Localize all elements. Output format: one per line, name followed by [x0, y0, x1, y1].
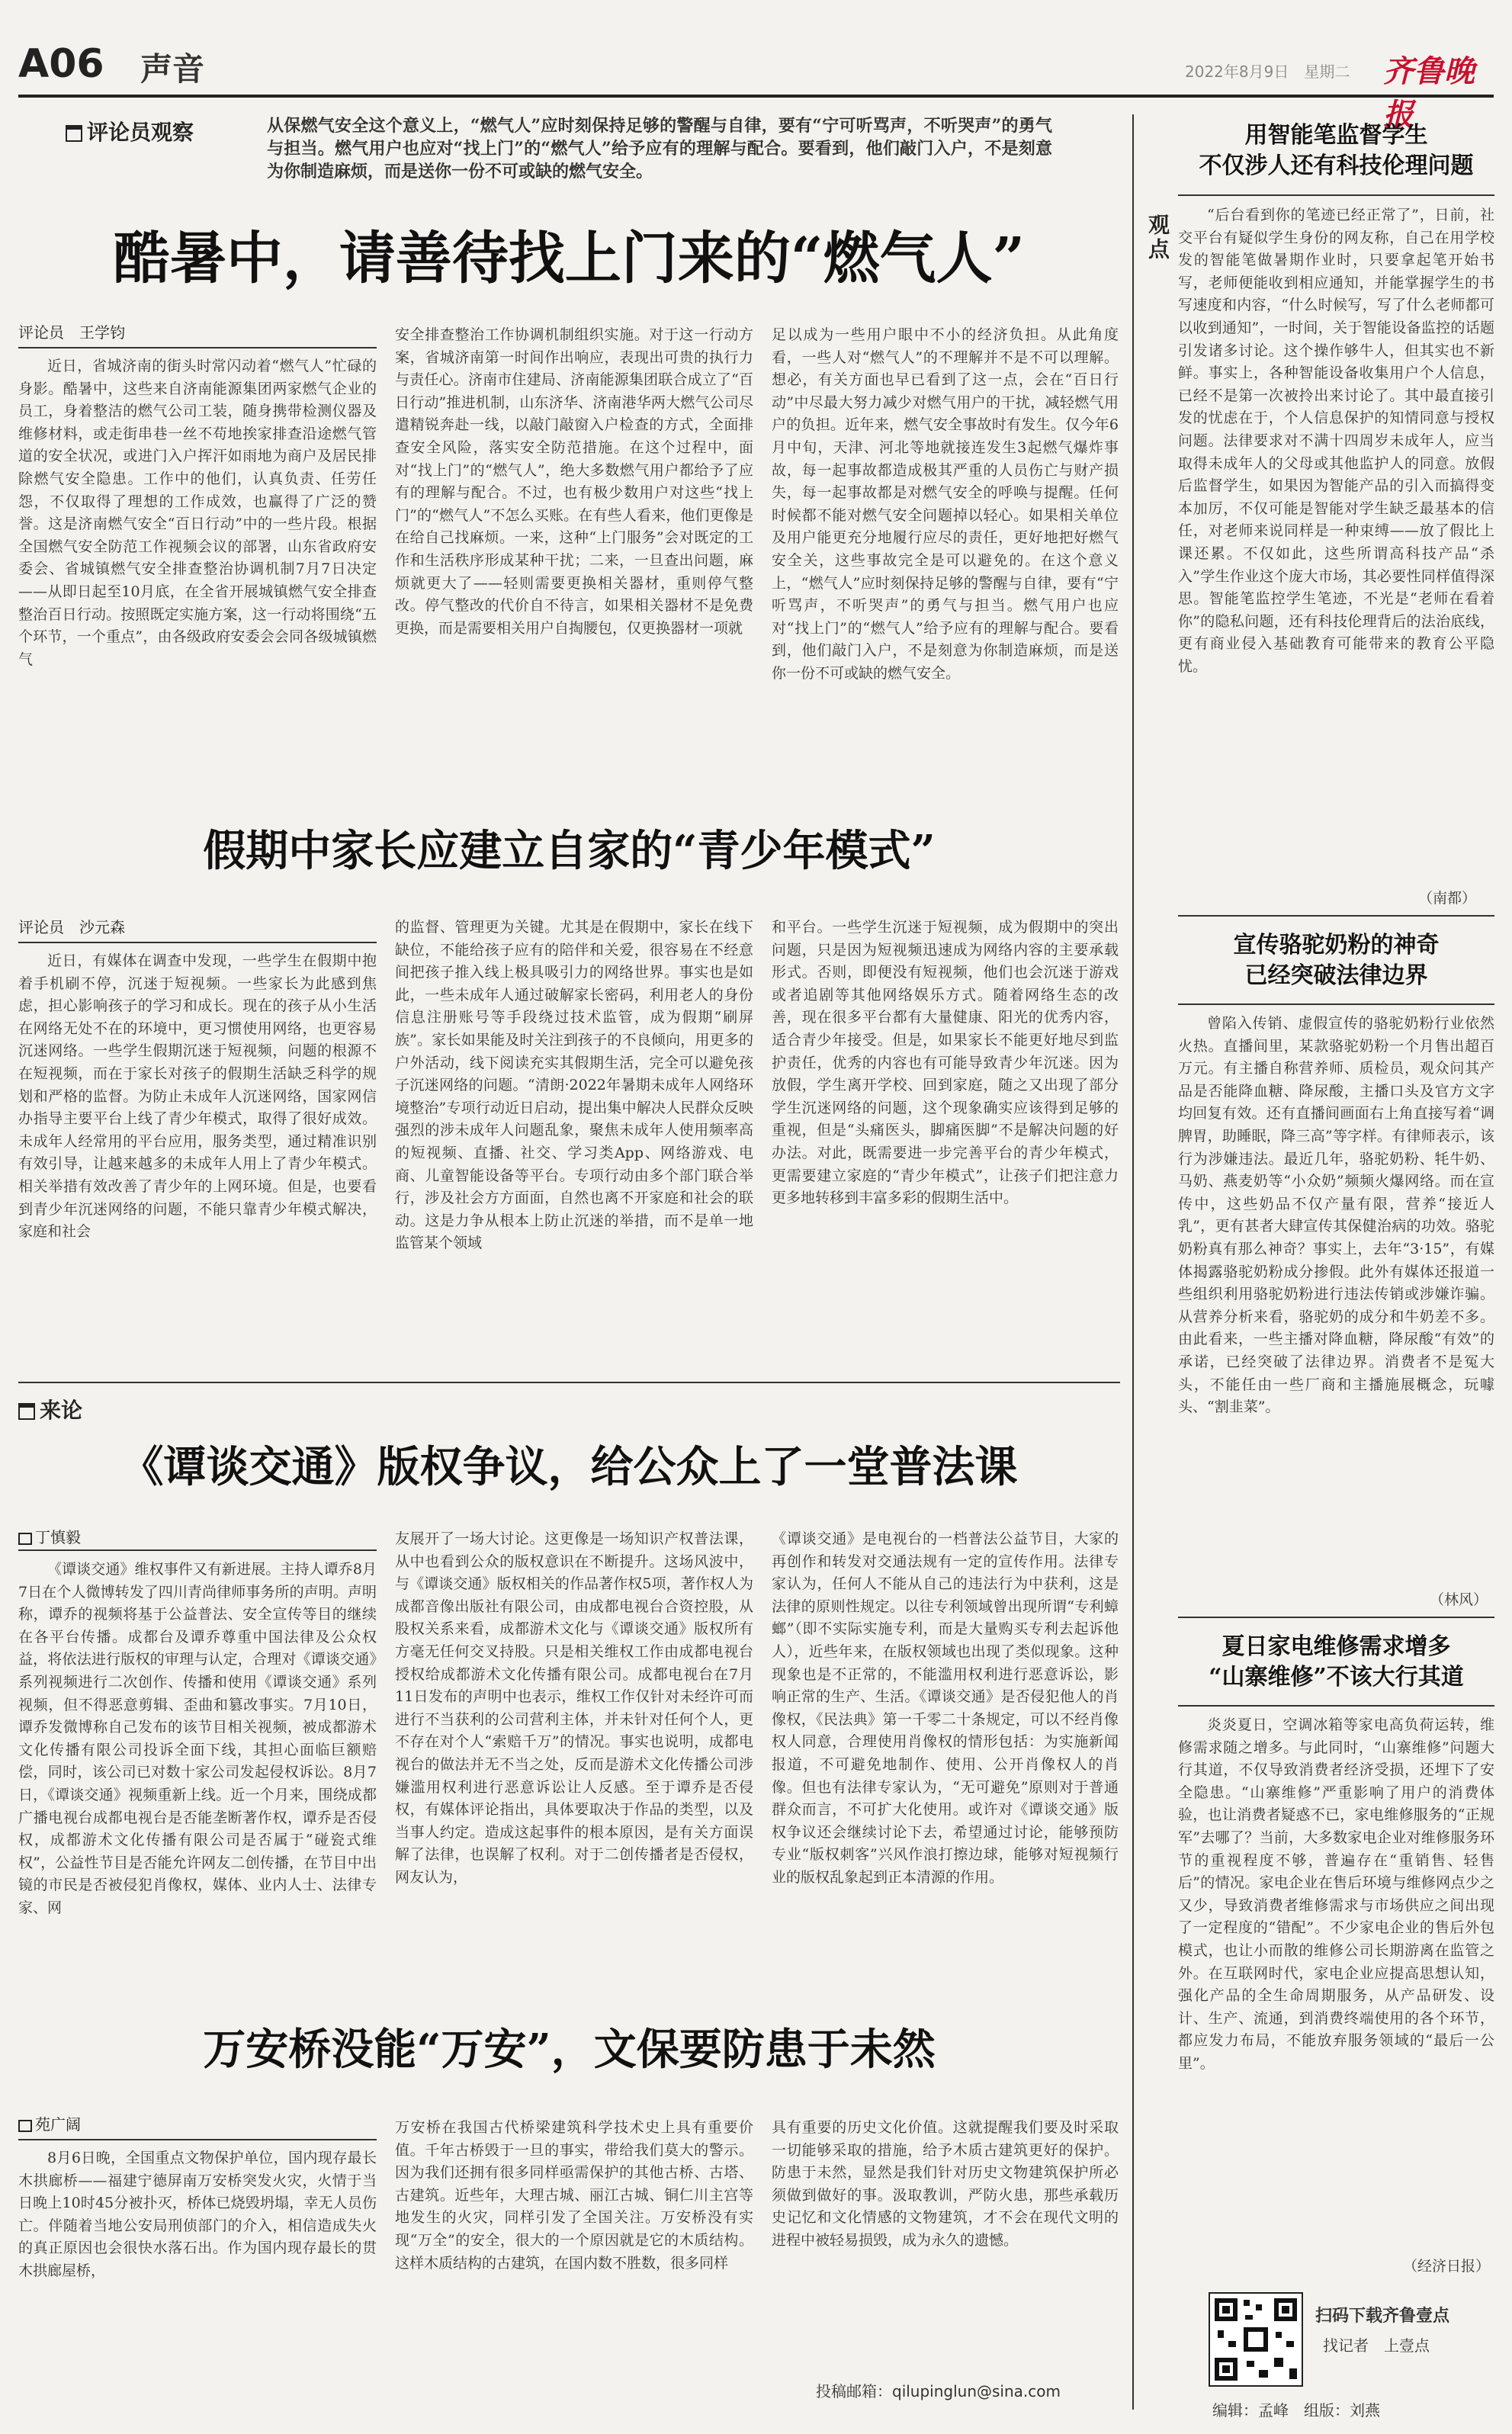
article2-title: 假期中家长应建立自家的“青少年模式” [203, 826, 936, 876]
column-box-icon [66, 125, 82, 142]
page-number: A06 [18, 41, 104, 87]
article4-col3: 具有重要的历史文化价值。这就提醒我们要及时采取一切能够采取的措施，给予木质古建筑更好的保护。防患于未然，显然是我们针对历史文物建筑保护所必须做到做好的事。汲取教训，严防火患，那些承载历史记忆和文化情感的文物建筑，才不会在现代文明的进程中被轻易损毁，成为永久的遗憾。 [772, 2119, 1119, 2249]
article1-col2: 安全排查整治工作协调机制组织实施。对于这一行动方案，省城济南第一时间作出响应，表现出可贵的执行力与责任心。济南市住建局、济南能源集团联合成立了“百日行动”推进机制，山东济华、济南港华两大燃气公司尽遣精锐奔赴一线，以敲门敲窗入户检查的方式，全面排查安全风险，落实安全防范措施。在这个过程中，面对“找上门”的“燃气人”，绝大多数燃气用户都给予了应有的理解与配合。不过，也有极少数用户对这些“找上门”的“燃气人”不怎么买账。在有些人看来，他们更像是在给自己找麻烦。一来，这种“上门服务”会对既定的工作和生活秩序形成某种干扰；二来，一旦查出问题，麻烦就更大了——轻则需要更换相关器材，重则停气整改。停气整改的代价自不待言，如果相关器材不是免费更换，而是需要相关用户自掏腰包，仅更换器材一项就 [395, 326, 753, 637]
editor-credits: 编辑：孟峰 组版：刘燕 [1212, 2401, 1380, 2420]
sidebar-item2-title: 宣传骆驼奶粉的神奇 已经突破法律边界 [1233, 932, 1440, 989]
byline-box-icon [18, 2120, 32, 2132]
byline-box-icon [18, 1533, 32, 1545]
article3-byline: 丁慎毅 [18, 1525, 81, 1547]
issue-date: 2022年8月9日 星期二 [1185, 63, 1350, 81]
article1-byline-rule [18, 347, 377, 348]
article4-col1: 8月6日晚，全国重点文物保护单位，国内现存最长木拱廊桥——福建宁德屏南万安桥突发火灾，火情于当日晚上10时45分被扑灭，桥体已烧毁坍塌，幸无人员伤亡。伴随着当地公安局刑侦部门的介入，相信造成失火的真正原因也会很快水落石出。作为国内现存最长的贯木拱廊屋桥， [18, 2150, 377, 2279]
column-box-icon [18, 1403, 35, 1420]
sidebar-divider [1132, 114, 1134, 2410]
sidebar-item1-text: “后台看到你的笔迹已经正常了”，日前，社交平台有疑似学生身份的网友称，自己在用学校发的智能笔做暑期作业时，只要拿起笔开始书写，老师便能收到相应通知，并能掌握学生的书写速度和内容，“什么时候写，写了什么老师都可以收到通知”，一时间，关于智能设备监控的话题引发诸多讨论。这个操作够牛人，但其实也不新鲜。事实上，各种智能设备收集用户个人信息，已经不是第一次被拎出来讨论了。其中最直接引发的忧虑在于，个人信息保护的知情同意与授权问题。法律要求对不满十四周岁未成年人，应当取得未成年人的父母或其他监护人的同意。放假后监督学生，如果因为智能产品的引入而搞得变本加厉，不仅可能是智能对学生缺乏最基本的信任，对老师来说同样是一种束缚——放了假比上课还累。不仅如此，这些所谓高科技产品“杀入”学生作业这个庞大市场，其必要性同样值得深思。智能笔监控学生笔迹，不光是“老师在看着你”的隐私问题，还有科技伦理背后的法治底线，更有商业侵入基础教育可能带来的教育公平隐忧。 [1178, 207, 1494, 675]
sidebar-item2-source: （林风） [1430, 1591, 1488, 1608]
article1-title: 酷暑中，请善待找上门来的“燃气人” [113, 226, 1026, 291]
sidebar-item1-title: 用智能笔监督学生 不仅涉人还有科技伦理问题 [1199, 122, 1474, 179]
article4-col2: 万安桥在我国古代桥梁建筑科学技术史上具有重要价值。千年古桥毁于一旦的事实，带给我们莫大的警示。因为我们还拥有很多同样亟需保护的其他古桥、古塔、古建筑。近些年，大理古城、丽江古城、铜仁川主宫等地发生的火灾，同样引发了全国关注。万安桥没有实现“万全”的安全，很大的一个原因就是它的木质结构。这样木质结构的古建筑，在国内数不胜数，很多同样 [395, 2119, 753, 2272]
article4-byline: 苑广阔 [18, 2112, 81, 2134]
article2-col2: 的监督、管理更为关键。尤其是在假期中，家长在线下缺位，不能给孩子应有的陪伴和关爱，很容易在不经意间把孩子推入线上极具吸引力的网络世界。事实也是如此，一些未成年人通过破解家长密码，利用老人的身份信息注册账号等手段绕过技术监管，成为假期“刷屏族”。家长如果能及时关注到孩子的不良倾向，用更多的户外活动，线下阅读充实其假期生活，完全可以避免孩子沉迷网络的问题。“清朗·2022年暑期未成年人网络环境整治”专项行动近日启动，提出集中解决人民群众反映强烈的涉未成年人问题乱象，聚焦未成年人使用频率高的短视频、直播、社交、学习类App、网络游戏、电商、儿童智能设备等平台。专项行动由多个部门联合举行，涉及社会方方面面，自然也离不开家庭和社会的联动。这是力争从根本上防止沉迷的举措，而不是单一地监管某个领域 [395, 919, 753, 1252]
article2-byline-rule [18, 942, 377, 943]
column-label-lailun: 来论 [18, 1394, 82, 1424]
submission-email[interactable]: 投稿邮箱：qilupinglun@sina.com [816, 2382, 1061, 2400]
sidebar-item2-text: 曾陷入传销、虚假宣传的骆驼奶粉行业依然火热。直播间里，某款骆驼奶粉一个月售出超百万元。有主播自称营养师、质检员，观众问其产品是否能降血糖、降尿酸，主播口头及官方文字均回复有效。还有直播间画面右上角直接写着“调脾胃，助睡眠，降三高”等字样。有律师表示，该行为涉嫌违法。最近几年，骆驼奶粉、牦牛奶、马奶、燕麦奶等“小众奶”频频火爆网络。而在宣传中，这些奶品不仅产量有限，营养“接近人乳”，更有甚者大肆宣传其保健治病的功效。骆驼奶粉真有那么神奇？事实上，去年“3·15”，有媒体揭露骆驼奶粉成分掺假。此外有媒体还报道一些组织利用骆驼奶粉进行违法传销或涉嫌诈骗。从营养分析来看，骆驼奶的成分和牛奶差不多。由此看来，一些主播对降血糖，降尿酸“有效”的承诺，已经突破了法律边界。消费者不是冤大头，不能任由一些厂商和主播施展概念，玩噱头、“割韭菜”。 [1178, 1015, 1494, 1416]
sidebar-column-label: 观点 [1145, 214, 1170, 262]
article2-col1: 近日，有媒体在调查中发现，一些学生在假期中抱着手机刷不停，沉迷于短视频。一些家长为此感到焦虑，担心影响孩子的学习和成长。现在的孩子从小生活在网络无处不在的环境中，更习惯使用网络，也更容易沉迷网络。一些学生假期沉迷于短视频，问题的根源不在短视频，而在于家长对孩子的假期生活缺乏科学的规划和严格的监督。为防止未成年人沉迷网络，国家网信办指导主要平台上线了青少年模式，取得了很好成效。未成年人经常用的平台应用，服务类型，通过精准识别有效引导，让越来越多的未成年人用上了青少年模式。相关举措有效改善了青少年的上网环境。但是，也要看到青少年沉迷网络的问题，不能只靠青少年模式解决，家庭和社会 [18, 952, 377, 1241]
article3-col2: 友展开了一场大讨论。这更像是一场知识产权普法课，从中也看到公众的版权意识在不断提升。这场风波中，与《谭谈交通》版权相关的作品著作权5项，著作权人为成都音像出版社有限公司，由成都电视台合资控股，从股权关系来看，成都游术文化与《谭谈交通》版权所有方毫无任何交叉持股。只是相关维权工作由成都电视台授权给成都游术文化传播有限公司。成都电视台在7月11日发布的声明中也表示，维权工作仅针对未经许可而进行不当获利的公司营利主体，并未针对任何个人，更不存在对个人“索赔千万”的情况。事实也说明，成都电视台的做法并无不当之处，反而是游术文化传播公司涉嫌滥用权利进行恶意诉讼让人反感。至于谭乔是否侵权，有媒体评论指出，具体要取决于作品的类型，以及当事人约定。造成这起事件的根本原因，是有关方面误解了法律，也误解了权利。对于二创传播者是否侵权，网友认为， [395, 1530, 753, 1886]
sidebar-item3-source: （经济日报） [1403, 2258, 1491, 2275]
sidebar-item3-rule [1178, 1705, 1494, 1707]
sidebar-divider-1 [1178, 915, 1494, 917]
sidebar-item1-rule [1178, 194, 1494, 196]
article3-byline-rule [18, 1549, 377, 1551]
sidebar-item2-rule [1178, 1003, 1494, 1005]
article3-col3: 《谭谈交通》是电视台的一档普法公益节目，大家的再创作和转发对交通法规有一定的宣传作用。法律专家认为，任何人不能从自己的违法行为中获利，这是法律的原则性规定。以往专利领域曾出现所谓“专利蟑螂”（即不实际实施专利，而是大量购买专利去起诉他人），近些年来，在版权领域也出现了类似现象。这种现象也是不正常的，不能滥用权利进行恶意诉讼，影响正常的生产、生活。《谭谈交通》是否侵犯他人的肖像权，《民法典》第一千零二十条规定，可以不经肖像权人同意，合理使用肖像权的情形包括：为实施新闻报道，不可避免地制作、使用、公开肖像权人的肖像。但也有法律专家认为，“无可避免”原则对于普通群众而言，不可扩大化使用。或许对《谭谈交通》版权争议还会继续讨论下去，希望通过讨论，能够预防专业“版权刺客”兴风作浪打擦边球，能够对短视频行业的版权乱象起到正本清源的作用。 [772, 1530, 1119, 1886]
sidebar-divider-2 [1178, 1617, 1494, 1618]
newspaper-logo: 齐鲁晚报 [1383, 53, 1475, 133]
article4-byline-rule [18, 2139, 377, 2140]
article3-title: 《谭谈交通》版权争议，给公众上了一堂普法课 [120, 1442, 1018, 1492]
qr-subcaption: 找记者 上壹点 [1323, 2336, 1430, 2355]
article4-title: 万安桥没能“万安”，文保要防患于未然 [203, 2025, 936, 2075]
article2-byline: 评论员 沙元森 [18, 918, 125, 936]
qr-code-icon [1210, 2294, 1302, 2385]
sidebar-item3-title: 夏日家电维修需求增多 “山寨维修”不该大行其道 [1209, 1633, 1464, 1691]
article3-col1: 《谭谈交通》维权事件又有新进展。主持人谭乔8月7日在个人微博转发了四川青尚律师事务所的声明。声明称，谭乔的视频将基于公益普法、安全宣传等目的继续在各平台传播。成都台及谭乔尊重中国法律及公众权益，将依法进行版权的审理与认定，合理对《谭谈交通》系列视频进行二次创作、传播和使用《谭谈交通》系列视频，但不得恶意剪辑、歪曲和篡改事实。7月10日，谭乔发微博称自己发布的该节目相关视频，被成都游术文化传播有限公司投诉全面下线，其担心面临巨额赔偿，同时，该公司已对数十家公司发起侵权诉讼。8月7日，《谭谈交通》视频重新上线。近一个月来，围绕成都广播电视台成都电视台是否能垄断著作权，谭乔是否侵权，成都游术文化传播有限公司是否属于“碰瓷式维权”，公益性节目是否能允许网友二创传播，在节目中出镜的市民是否被侵犯肖像权，媒体、业内人士、法律专家、网 [18, 1561, 377, 1916]
article1-lead: 从保燃气安全这个意义上，“燃气人”应时刻保持足够的警醒与自律，要有“宁可听骂声，不听哭声”的勇气与担当。燃气用户也应对“找上门”的“燃气人”给予应有的理解与配合。要看到，他们敲门入户，不是刻意为你制造麻烦，而是送你一份不可或缺的燃气安全。 [267, 116, 1052, 181]
article1-col3: 足以成为一些用户眼中不小的经济负担。从此角度看，一些人对“燃气人”的不理解并不是不可以理解。想必，有关方面也早已看到了这一点，会在“百日行动”中尽最大努力减少对燃气用户的干扰，减轻燃气用户的负担。近年来，燃气安全事故时有发生。仅今年6月中旬，天津、河北等地就接连发生3起燃气爆炸事故，每一起事故都造成极其严重的人员伤亡与财产损失，每一起事故都是对燃气安全的呼唤与提醒。任何时候都不能对燃气安全问题掉以轻心。如果相关单位及用户能更充分地履行应尽的责任，更好地把好燃气安全关，这些事故完全是可以避免的。在这个意义上，“燃气人”应时刻保持足够的警醒与自律，要有“宁听骂声，不听哭声”的勇气与担当。燃气用户也应对“找上门”的“燃气人”给予应有的理解与配合。要看到，他们敲门入户，不是刻意为你制造麻烦，而是送你一份不可或缺的燃气安全。 [772, 326, 1119, 682]
sidebar-item1-source: （南都） [1418, 890, 1477, 907]
article1-col1: 近日，省城济南的街头时常闪动着“燃气人”忙碌的身影。酷暑中，这些来自济南能源集团两家燃气企业的员工，身着整洁的燃气公司工装，随身携带检测仪器及维修材料，或走街串巷一丝不苟地挨家排查沿途燃气管道的安全状况，或进门入户挥汗如雨地为商户及居民排除燃气安全隐患。工作中的他们，认真负责、任劳任怨，不仅取得了理想的工作成效，也赢得了广泛的赞誉。这是济南燃气安全“百日行动”中的一些片段。根据全国燃气安全防范工作视频会议的部署，山东省政府安委会、省城镇燃气安全排查整治协调机制7月7日决定——从即日起至10月底，在全省开展城镇燃气安全排查整治百日行动。按照既定实施方案，这一行动将围绕“五个环节，一个重点”，由各级政府安委会会同各级城镇燃气 [18, 358, 377, 668]
article1-byline: 评论员 王学钧 [18, 323, 125, 342]
qr-code[interactable] [1209, 2292, 1303, 2387]
qr-caption: 扫码下载齐鲁壹点 [1315, 2307, 1450, 2326]
section-title: 声音 [140, 50, 205, 88]
column-label-pinglunyuan: 评论员观察 [66, 116, 194, 146]
section-divider-rule [18, 1382, 1120, 1383]
article2-col3: 和平台。一些学生沉迷于短视频，成为假期中的突出问题，只是因为短视频迅速成为网络内容的主要承载形式。否则，即便没有短视频，他们也会沉迷于游戏或者追剧等其他网络娱乐方式。随着网络生态的改善，现在很多平台都有大量健康、阳光的优秀内容，适合青少年接受。但是，如果家长不能更好地尽到监护责任，优秀的内容也有可能导致青少年沉迷。因为放假，学生离开学校、回到家庭，随之又出现了部分学生沉迷网络的问题，这个现象确实应该得到足够的重视，但是“头痛医头，脚痛医脚”不是解决问题的好办法。对此，既需要进一步完善平台的青少年模式，更需要建立家庭的“青少年模式”，让孩子们把注意力更多地转移到丰富多彩的假期生活中。 [772, 919, 1119, 1207]
sidebar-item3-text: 炎炎夏日，空调冰箱等家电高负荷运转，维修需求随之增多。与此同时，“山寨维修”问题大行其道，不仅导致消费者经济受损，还埋下了安全隐患。“山寨维修”严重影响了用户的消费体验，也让消费者疑惑不已，家电维修服务的“正规军”去哪了？当前，大多数家电企业对维修服务环节的重视程度不够，普遍存在“重销售、轻售后”的情况。家电企业在售后环境与维修网点少之又少，导致消费者维修需求与市场供应之间出现了一定程度的“错配”。不少家电企业的售后外包模式，也让小而散的维修公司长期游离在监管之外。在互联网时代，家电企业应提高思想认知，强化产品的全生命周期服务，从产品研发、设计、生产、流通，到消费终端使用的各个环节，都应发力布局，不能放弃服务领域的“最后一公里”。 [1178, 1716, 1494, 2072]
